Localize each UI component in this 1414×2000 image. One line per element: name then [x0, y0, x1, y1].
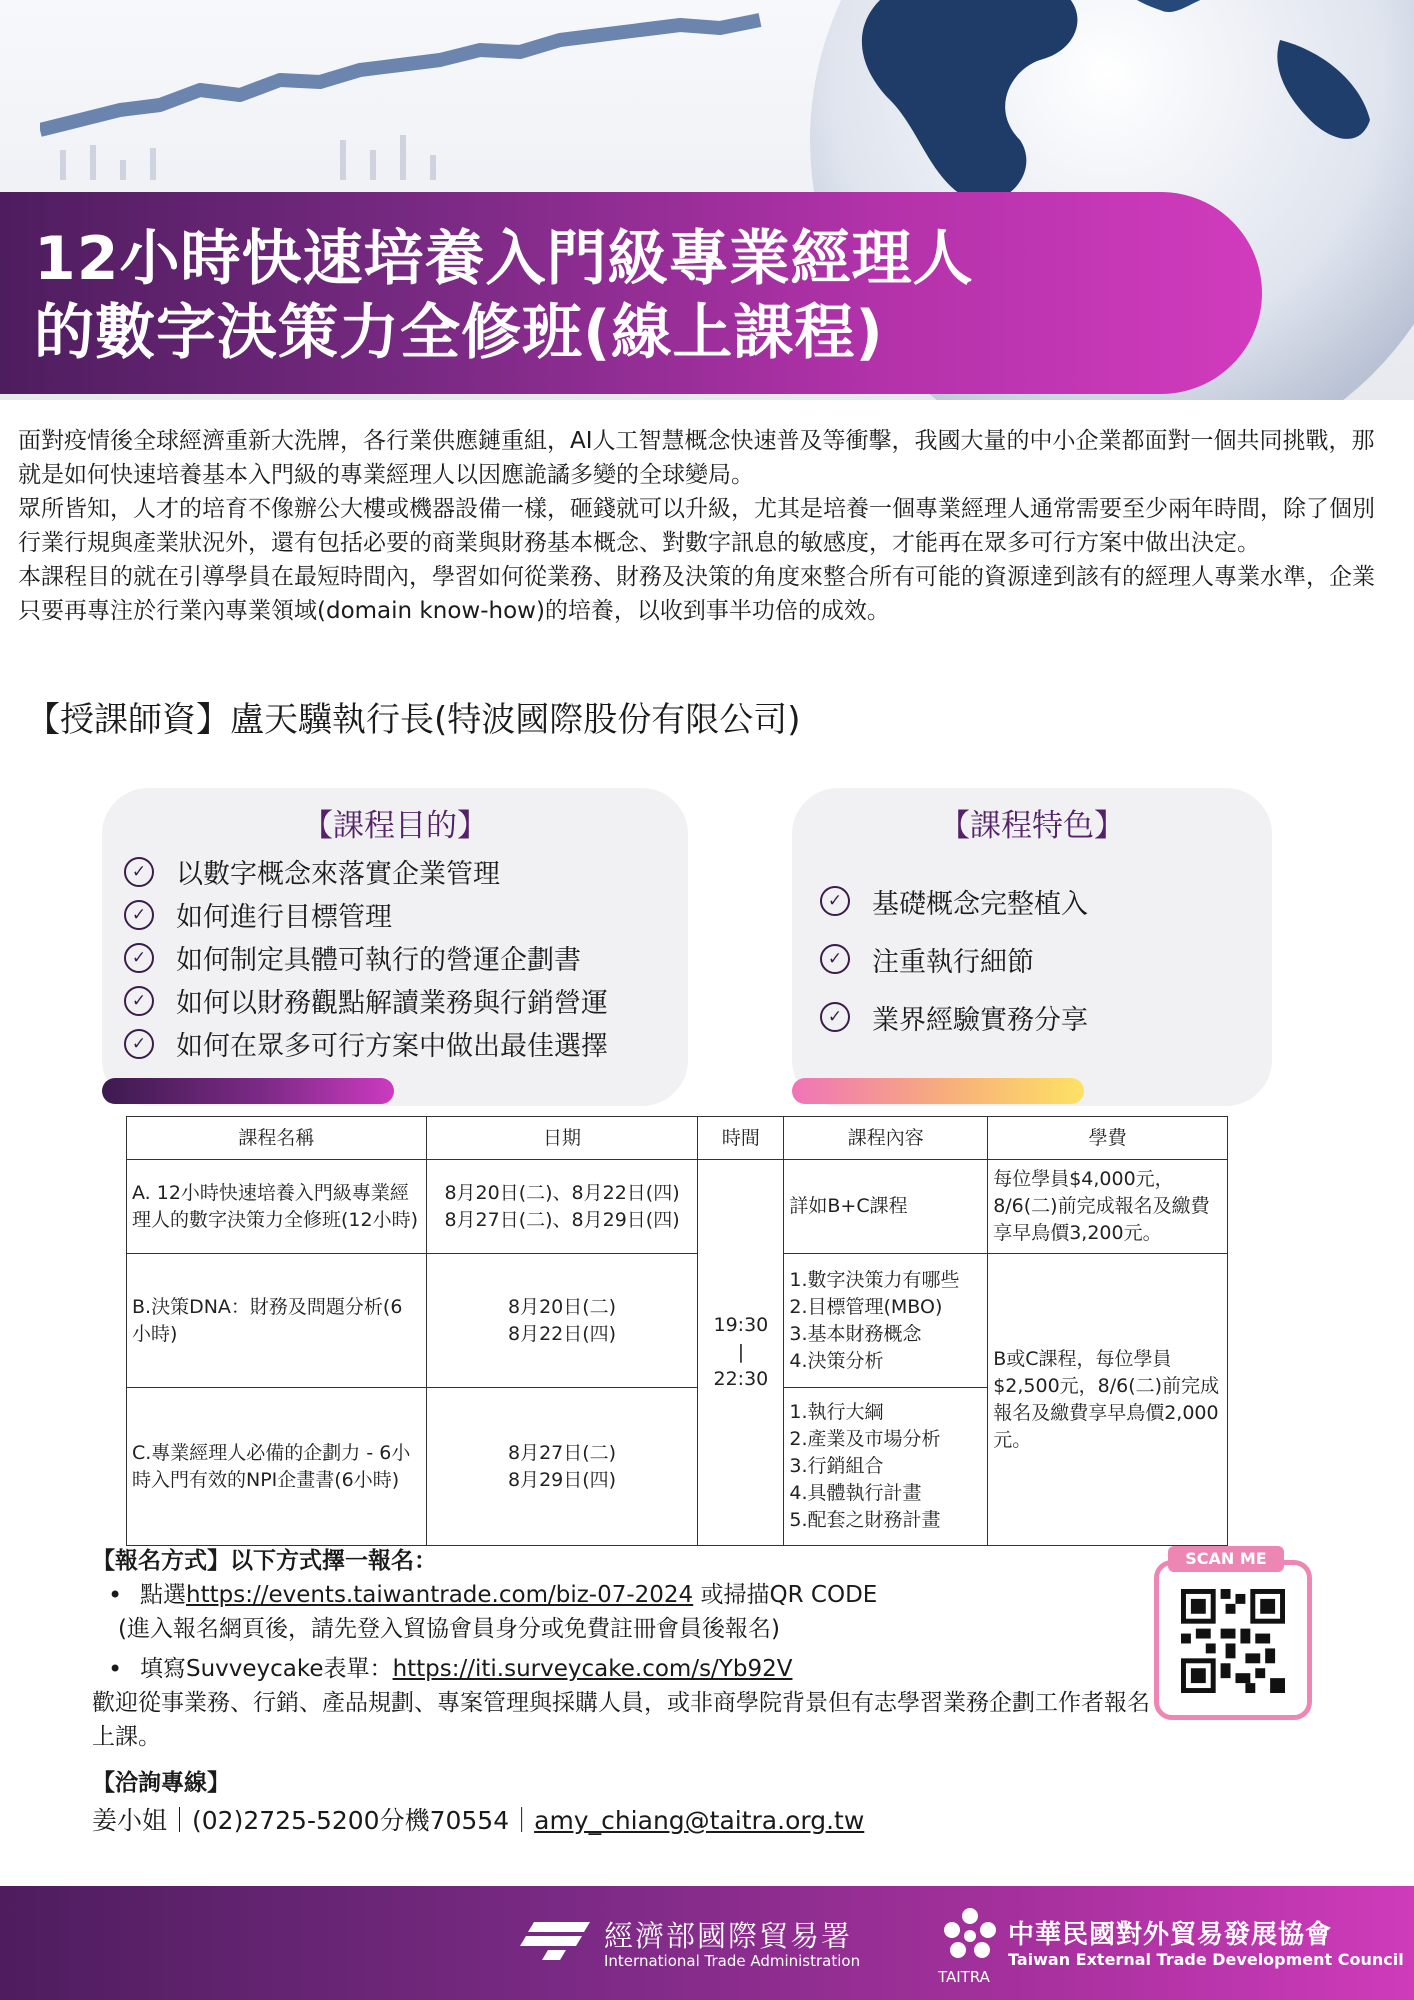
- contact-email-link[interactable]: amy_chiang@taitra.org.tw: [534, 1806, 865, 1835]
- objectives-card: [102, 788, 688, 1106]
- objectives-title: 【課程目的】: [302, 808, 488, 844]
- features-card: [792, 788, 1272, 1106]
- table-header: 課程名稱: [127, 1117, 427, 1160]
- feature-item: ✓ 基礎概念完整植入: [820, 872, 1088, 930]
- intro-text: [18, 424, 1396, 628]
- course-date: 8月20日(二) 8月22日(四): [426, 1254, 698, 1388]
- objective-item: ✓ 如何進行目標管理: [124, 893, 608, 936]
- check-circle-icon: ✓: [820, 944, 850, 974]
- welcome-text: 歡迎從事業務、行銷、產品規劃、專案管理與採購人員，或非商學院背景但有志學習業務企劃工作者報名上課。: [92, 1690, 1150, 1750]
- contact-heading: 【洽詢專線】: [92, 1770, 230, 1796]
- course-content: 1.執行大綱 2.產業及市場分析 3.行銷組合 4.具體執行計畫 5.配套之財務計畫: [784, 1388, 988, 1546]
- instructor-heading: 【授課師資】盧天驥執行長(特波國際股份有限公司): [26, 700, 801, 740]
- qr-code-icon: [1181, 1589, 1285, 1693]
- course-content: 詳如B+C課程: [784, 1160, 988, 1254]
- qr-code[interactable]: [1154, 1560, 1312, 1720]
- registration-heading: 【報名方式】以下方式擇一報名：: [92, 1548, 437, 1574]
- registration-note: (進入報名網頁後，請先登入貿協會員身分或免費註冊會員後報名): [118, 1616, 780, 1642]
- page-title: 12小時快速培養入門級專業經理人 的數字決策力全修班(線上課程): [34, 224, 974, 368]
- objective-item: ✓ 以數字概念來落實企業管理: [124, 850, 608, 893]
- course-name: A. 12小時快速培養入門級專業經理人的數字決策力全修班(12小時): [127, 1160, 427, 1254]
- registration-option: • 填寫Suvveycake表單：https://iti.surveycake.com/s/Yb92V: [102, 1652, 1152, 1686]
- table-row: [127, 1254, 1228, 1388]
- objective-item: ✓ 如何以財務觀點解讀業務與行銷營運: [124, 979, 608, 1022]
- course-content: 1.數字決策力有哪些 2.目標管理(MBO) 3.基本財務概念 4.決策分析: [784, 1254, 988, 1388]
- intro-paragraph: 本課程目的就在引導學員在最短時間內，學習如何從業務、財務及決策的角度來整合所有可能的資源達到該有的經理人專業水準，企業只要再專注於行業內專業領域(domain know-how)的培養，以收到事半功倍的成效。: [18, 564, 1375, 624]
- check-circle-icon: ✓: [820, 886, 850, 916]
- check-circle-icon: ✓: [820, 1002, 850, 1032]
- objective-item: ✓ 如何制定具體可執行的營運企劃書: [124, 936, 608, 979]
- table-header-row: [127, 1117, 1228, 1160]
- registration-link[interactable]: https://events.taiwantrade.com/biz-07-2024: [186, 1582, 694, 1608]
- contact-section: [92, 1764, 864, 1840]
- surveycake-link[interactable]: https://iti.surveycake.com/s/Yb92V: [392, 1656, 793, 1682]
- intro-paragraph: 面對疫情後全球經濟重新大洗牌，各行業供應鏈重組，AI人工智慧概念快速普及等衝擊，我國大量的中小企業都面對一個共同挑戰，那就是如何快速培養基本入門級的專業經理人以因應詭譎多變的全球變局。: [18, 428, 1375, 488]
- objectives-list: [124, 850, 608, 1065]
- course-date: 8月27日(二) 8月29日(四): [426, 1388, 698, 1546]
- table-row: [127, 1160, 1228, 1254]
- course-fee: 每位學員$4,000元，8/6(二)前完成報名及繳費享早鳥價3,200元。: [988, 1160, 1228, 1254]
- chart-background-graphic: [40, 10, 820, 190]
- course-fee: B或C課程，每位學員$2,500元，8/6(二)前完成報名及繳費享早鳥價2,000元。: [988, 1254, 1228, 1546]
- feature-item: ✓ 注重執行細節: [820, 930, 1088, 988]
- check-circle-icon: ✓: [124, 900, 154, 930]
- check-circle-icon: ✓: [124, 943, 154, 973]
- course-name: C.專業經理人必備的企劃力 - 6小時入門有效的NPI企畫書(6小時): [127, 1388, 427, 1546]
- course-date: 8月20日(二)、8月22日(四) 8月27日(二)、8月29日(四): [426, 1160, 698, 1254]
- intro-paragraph: 眾所皆知，人才的培育不像辦公大樓或機器設備一樣，砸錢就可以升級，尤其是培養一個專業經理人通常需要至少兩年時間，除了個別行業行規與產業狀況外，還有包括必要的商業與財務基本概念、對數字訊息的敏感度，才能再在眾多可行方案中做出決定。: [18, 496, 1375, 556]
- ita-name-en: International Trade Administration: [604, 1952, 861, 1970]
- taitra-logo-icon: [938, 1904, 1002, 1968]
- contact-line: 姜小姐｜(02)2725-5200分機70554｜amy_chiang@taitra.org.tw: [92, 1806, 865, 1835]
- table-header: 時間: [698, 1117, 784, 1160]
- feature-item: ✓ 業界經驗實務分享: [820, 988, 1088, 1046]
- registration-option: • 點選https://events.taiwantrade.com/biz-07-2024 或掃描QR CODE: [102, 1578, 1152, 1612]
- table-header: 學費: [988, 1117, 1228, 1160]
- check-circle-icon: ✓: [124, 1029, 154, 1059]
- check-circle-icon: ✓: [124, 986, 154, 1016]
- taitra-name-en: Taiwan External Trade Development Council: [1008, 1950, 1404, 1969]
- course-time: 19:30 | 22:30: [698, 1160, 784, 1546]
- course-schedule-table: [126, 1116, 1228, 1546]
- scan-me-label: SCAN ME: [1168, 1546, 1284, 1572]
- ita-name-zh: 經濟部國際貿易署: [604, 1919, 853, 1953]
- check-circle-icon: ✓: [124, 857, 154, 887]
- registration-section: [92, 1544, 1152, 1754]
- accent-bar: [102, 1078, 394, 1104]
- features-title: 【課程特色】: [939, 808, 1125, 844]
- taitra-name-zh: 中華民國對外貿易發展協會: [1008, 1920, 1333, 1950]
- taitra-wordmark: TAITRA: [938, 1968, 990, 1986]
- table-header: 課程內容: [784, 1117, 988, 1160]
- course-name: B.決策DNA：財務及問題分析(6小時): [127, 1254, 427, 1388]
- accent-bar: [792, 1078, 1084, 1104]
- table-header: 日期: [426, 1117, 698, 1160]
- features-list: [820, 872, 1088, 1046]
- ita-logo-icon: [520, 1918, 590, 1960]
- objective-item: ✓ 如何在眾多可行方案中做出最佳選擇: [124, 1022, 608, 1065]
